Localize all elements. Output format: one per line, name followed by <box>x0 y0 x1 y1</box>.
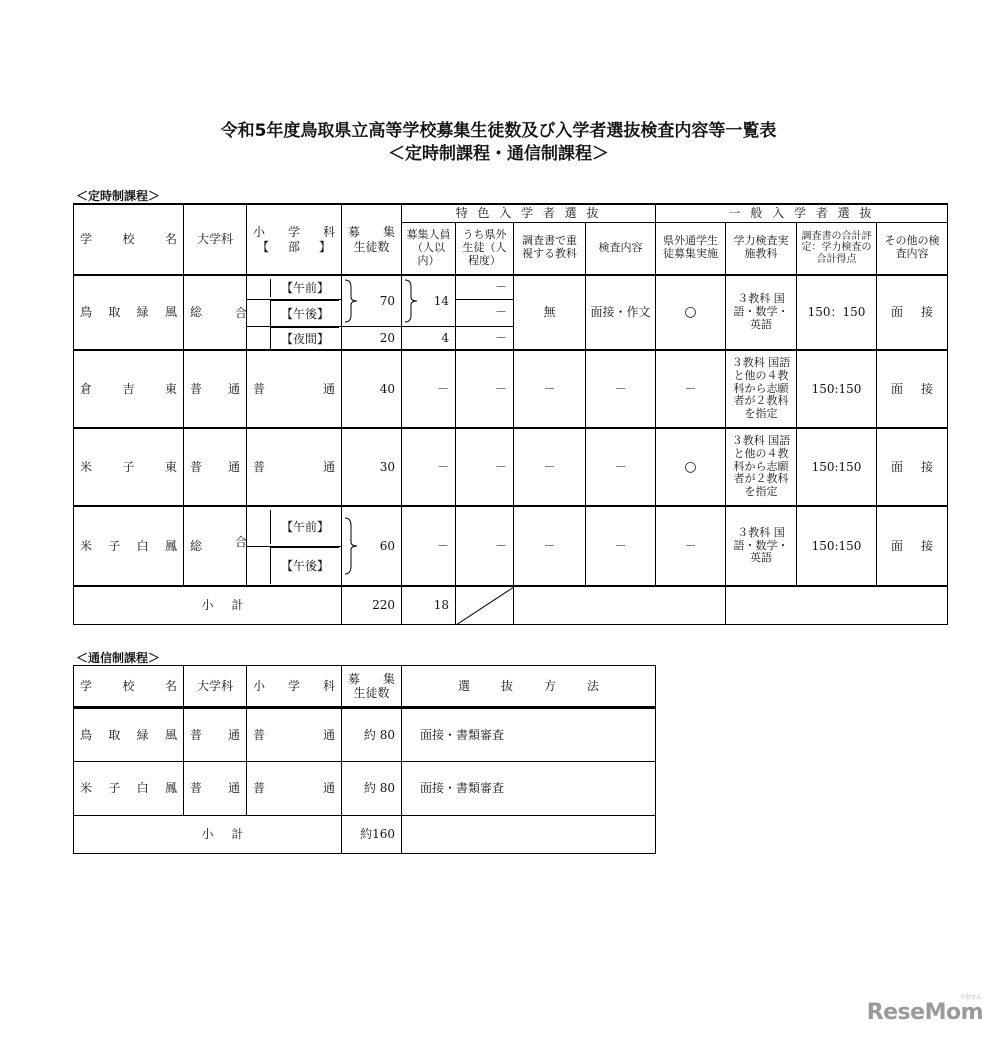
g-sonota-kurayoshi: 面 接 <box>877 350 948 428</box>
daigakka-hakuho-suffix: 合 <box>234 535 247 549</box>
teiji-subtotal-t-boshu: 18 <box>402 586 456 624</box>
t2-header-shougakka: 小 学 科 <box>247 666 342 708</box>
teiji-subtotal-label: 小 計 <box>74 586 342 624</box>
t-kengai-yonago-higashi: － <box>456 428 514 506</box>
school-tottori-ryokufu: 鳥 取 緑 風 <box>74 275 184 350</box>
header-g-kengai: 県外通学生徒募集実施 <box>656 222 726 275</box>
boshu-kurayoshi: 40 <box>342 350 402 428</box>
header-g-goukei: 調査書の合計評定：学力検査の合計得点 <box>797 222 877 275</box>
boshu-yonago-higashi: 30 <box>342 428 402 506</box>
g-goukei-kurayoshi: 150:150 <box>797 350 877 428</box>
t2-school-tottori: 鳥 取 緑 風 <box>74 708 184 762</box>
t-boshu-yonago-higashi: － <box>402 428 456 506</box>
g-gakuryoku-tottori: ３教科 国語・数学・英語 <box>726 275 797 350</box>
t-boshu-tottori-night: 4 <box>402 326 456 350</box>
t-kengai-tottori-night: － <box>456 326 514 350</box>
daigakka-tottori-suffix: 合 <box>234 306 247 320</box>
teiji-subtotal-diagonal <box>456 586 514 624</box>
shougakka-kurayoshi: 普 通 <box>247 350 342 428</box>
t2-subtotal-label: 小 計 <box>74 816 342 854</box>
t-kengai-tottori-am: － <box>456 275 514 299</box>
bu-hakuho-pm: 【午後】 <box>247 546 342 586</box>
g-goukei-yonago-higashi: 150:150 <box>797 428 877 506</box>
t-kensa-yonago-higashi: － <box>586 428 656 506</box>
t-boshu-tottori-am-pm: 14 <box>402 275 456 326</box>
bu-pm: 【午後】 <box>247 299 342 326</box>
g-sonota-yonago-hakuho: 面 接 <box>877 506 948 586</box>
t-kensa-tottori: 面接・作文 <box>586 275 656 350</box>
school-yonago-higashi: 米 子 東 <box>74 428 184 506</box>
bu-am: 合 【午前】 <box>247 275 342 299</box>
t2-daigakka-yonago: 普 通 <box>184 762 247 816</box>
header-shougakka: 小 学 科 【 部 】 <box>247 204 342 275</box>
t-kensa-kurayoshi: － <box>586 350 656 428</box>
t-chosasho-yonago-hakuho: － <box>514 506 586 586</box>
header-t-chosasho: 調査書で重視する教科 <box>514 222 586 275</box>
resemom-logo: リセマム ReseMom <box>866 994 983 1025</box>
g-gakuryoku-yonago-hakuho: ３教科 国語・数学・英語 <box>726 506 797 586</box>
daigakka-yonago-hakuho: 総 <box>184 506 247 586</box>
shougakka-yonago-higashi: 普 通 <box>247 428 342 506</box>
t-boshu-yonago-hakuho: － <box>402 506 456 586</box>
page-title-line1: 令和5年度鳥取県立高等学校募集生徒数及び入学者選抜検査内容等一覧表 <box>220 121 777 141</box>
brace-icon <box>404 279 418 323</box>
t2-daigakka-tottori: 普 通 <box>184 708 247 762</box>
g-kengai-kurayoshi: － <box>656 350 726 428</box>
t2-subtotal-blank <box>402 816 656 854</box>
t2-method-yonago: 面接・書類審査 <box>402 762 656 816</box>
header-t-kengai: うち県外生徒（人程度） <box>456 222 514 275</box>
g-gakuryoku-kurayoshi: ３教科 国語と他の４教科から志願者が２教科を指定 <box>726 350 797 428</box>
g-sonota-tottori: 面 接 <box>877 275 948 350</box>
t2-header-senbatsu: 選 抜 方 法 <box>402 666 656 708</box>
teiji-table <box>73 203 948 625</box>
t-chosasho-kurayoshi: － <box>514 350 586 428</box>
t2-school-yonago: 米 子 白 鳳 <box>74 762 184 816</box>
daigakka-yonago-higashi: 普 通 <box>184 428 247 506</box>
g-kengai-yonago-hakuho: － <box>656 506 726 586</box>
t-kengai-kurayoshi: － <box>456 350 514 428</box>
teiji-subtotal-boshu: 220 <box>342 586 402 624</box>
teiji-subtotal-blank2 <box>726 586 948 624</box>
daigakka-tottori: 総 <box>184 275 247 350</box>
bu-hakuho-am: 合 【午前】 <box>247 506 342 546</box>
t-kensa-yonago-hakuho: － <box>586 506 656 586</box>
teiji-subtotal-blank1 <box>514 586 726 624</box>
t-kengai-yonago-hakuho: － <box>456 506 514 586</box>
header-t-boshu: 募集人員（人以内） <box>402 222 456 275</box>
g-goukei-tottori: 150：150 <box>797 275 877 350</box>
t2-shougakka-yonago: 普 通 <box>247 762 342 816</box>
brace-icon <box>344 517 358 575</box>
g-kengai-tottori: ○ <box>656 275 726 350</box>
t2-boshu-tottori: 約 80 <box>342 708 402 762</box>
diagonal-line-icon <box>456 587 514 625</box>
t2-header-school: 学 校 名 <box>74 666 184 708</box>
t2-subtotal-boshu: 約160 <box>342 816 402 854</box>
daigakka-kurayoshi: 普 通 <box>184 350 247 428</box>
t-boshu-kurayoshi: － <box>402 350 456 428</box>
t2-method-tottori: 面接・書類審査 <box>402 708 656 762</box>
tsushin-table <box>73 665 656 854</box>
school-yonago-hakuho: 米 子 白 鳳 <box>74 506 184 586</box>
header-school: 学 校 名 <box>74 204 184 275</box>
school-kurayoshi-higashi: 倉 吉 東 <box>74 350 184 428</box>
g-sonota-yonago-higashi: 面 接 <box>877 428 948 506</box>
header-daigakka: 大学科 <box>184 204 247 275</box>
brace-icon <box>344 279 358 323</box>
t2-shougakka-tottori: 普 通 <box>247 708 342 762</box>
t-chosasho-yonago-higashi: － <box>514 428 586 506</box>
g-gakuryoku-yonago-higashi: ３教科 国語と他の４教科から志願者が２教科を指定 <box>726 428 797 506</box>
t2-header-daigakka: 大学科 <box>184 666 247 708</box>
t-chosasho-tottori: 無 <box>514 275 586 350</box>
header-tokushoku-group: 特 色 入 学 者 選 抜 <box>402 204 656 222</box>
g-kengai-yonago-higashi: ○ <box>656 428 726 506</box>
t2-header-boshu: 募 集 生徒数 <box>342 666 402 708</box>
header-ippan-group: 一 般 入 学 者 選 抜 <box>656 204 948 222</box>
section-label-tsushin: ＜通信制課程＞ <box>76 651 161 665</box>
section-label-teiji: ＜定時制課程＞ <box>76 189 161 203</box>
header-g-gakuryoku: 学力検査実施教科 <box>726 222 797 275</box>
header-boshu: 募 集 生徒数 <box>342 204 402 275</box>
bu-night: 【夜間】 <box>247 326 342 350</box>
t2-boshu-yonago: 約 80 <box>342 762 402 816</box>
g-goukei-yonago-hakuho: 150:150 <box>797 506 877 586</box>
page-title-line2: ＜定時制課程・通信制課程＞ <box>388 144 609 164</box>
header-t-kensa: 検査内容 <box>586 222 656 275</box>
boshu-yonago-hakuho: 60 <box>342 506 402 586</box>
boshu-tottori-night: 20 <box>342 326 402 350</box>
header-g-sonota: その他の検査内容 <box>877 222 948 275</box>
t-kengai-tottori-pm: － <box>456 299 514 326</box>
boshu-tottori-am-pm: 70 <box>342 275 402 326</box>
